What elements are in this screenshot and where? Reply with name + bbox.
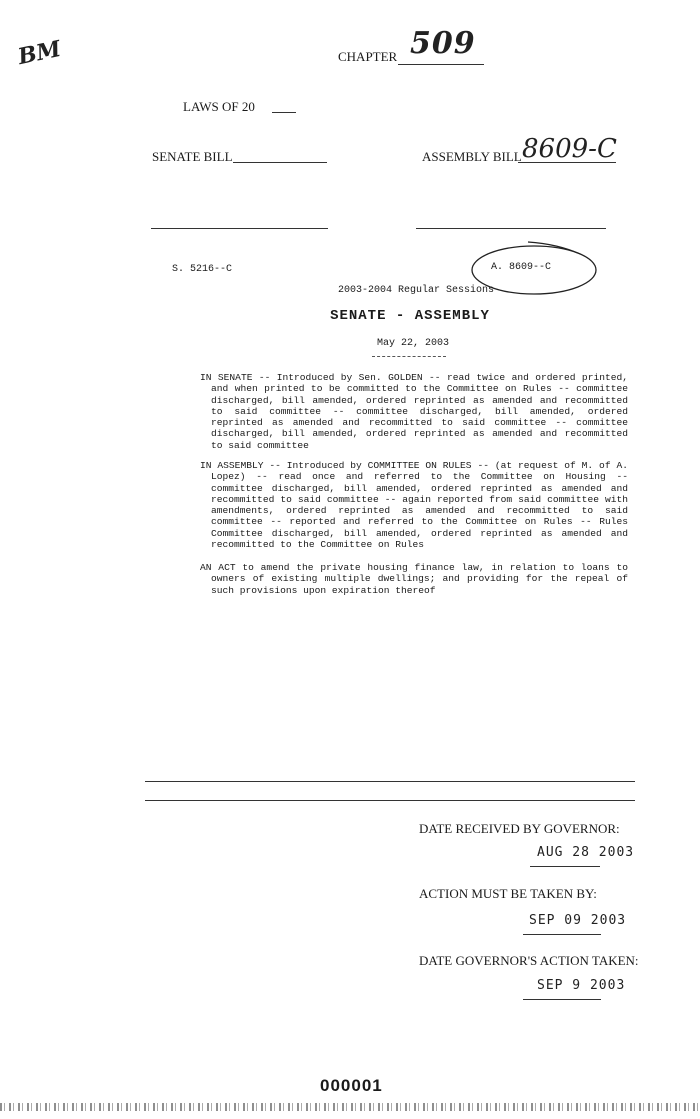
date-received-label: DATE RECEIVED BY GOVERNOR:	[419, 821, 620, 836]
assembly-bill-id: A. 8609--C	[491, 262, 552, 273]
assembly-history-text: IN ASSEMBLY -- Introduced by COMMITTEE ON RULES -- (at request of M. of A. Lopez) -- read once and referred to the Committee on Housing -- committee discharged, bill amended, ordered reprinted as amended and recommitted to said committee -- again reported from said committee with amendments, ordered reprinted as amended and recommitted to said committee -- reported and referred to the Committee on Rules -- Rules Committee discharged, bill amended, ordered reprinted as amended and recommitted to the Committee on Rules	[200, 460, 628, 551]
session-label: 2003-2004 Regular Sessions	[338, 285, 495, 296]
senate-bill-underline	[233, 162, 327, 163]
handwritten-initials: BM	[15, 35, 64, 71]
date-received-underline	[530, 866, 600, 867]
assembly-bill-label: ASSEMBLY BILL	[422, 149, 522, 164]
assembly-bill-number: 8609-C	[522, 134, 617, 164]
senate-bill-id: S. 5216--C	[172, 264, 233, 275]
document-number: 000001	[320, 1076, 383, 1095]
act-description-text: AN ACT to amend the private housing finance law, in relation to loans to owners of existing multiple dwellings; and providing for the repeal of such provisions upon expiration thereof	[200, 562, 628, 596]
date-underline	[372, 356, 446, 357]
act-description-paragraph	[200, 562, 628, 596]
lower-separator-2	[145, 800, 635, 801]
right-separator	[416, 228, 606, 229]
chapter-number: 509	[410, 26, 476, 61]
document-title: SENATE - ASSEMBLY	[330, 308, 490, 324]
bill-date: May 22, 2003	[377, 338, 450, 349]
scan-edge-noise	[0, 1103, 700, 1111]
action-deadline-label: ACTION MUST BE TAKEN BY:	[419, 886, 597, 901]
action-taken-label: DATE GOVERNOR'S ACTION TAKEN:	[419, 953, 639, 968]
chapter-label: CHAPTER	[338, 49, 398, 64]
chapter-underline	[398, 64, 484, 65]
laws-label: LAWS OF 20	[183, 99, 255, 114]
lower-separator-1	[145, 781, 635, 782]
laws-year-underline	[272, 112, 296, 113]
assembly-history-paragraph	[200, 460, 628, 550]
action-deadline-stamp: SEP 09 2003	[529, 913, 627, 928]
action-taken-underline	[523, 999, 601, 1000]
action-taken-stamp: SEP 9 2003	[537, 978, 626, 993]
date-received-stamp: AUG 28 2003	[537, 845, 635, 860]
senate-history-paragraph	[200, 372, 628, 451]
senate-bill-label: SENATE BILL	[152, 149, 233, 164]
action-deadline-underline	[523, 934, 601, 935]
left-separator	[151, 228, 328, 229]
senate-history-text: IN SENATE -- Introduced by Sen. GOLDEN -- read twice and ordered printed, and when printed to be committed to the Committee on Rules -- committee discharged, bill amended, ordered reprinted as amended and recommitted to said committee -- committee discharged, bill amended, ordered reprinted as amended and recommitted to said committee -- committee discharged, bill amended, ordered reprinted as amended and recommitted to said committee	[200, 372, 628, 451]
